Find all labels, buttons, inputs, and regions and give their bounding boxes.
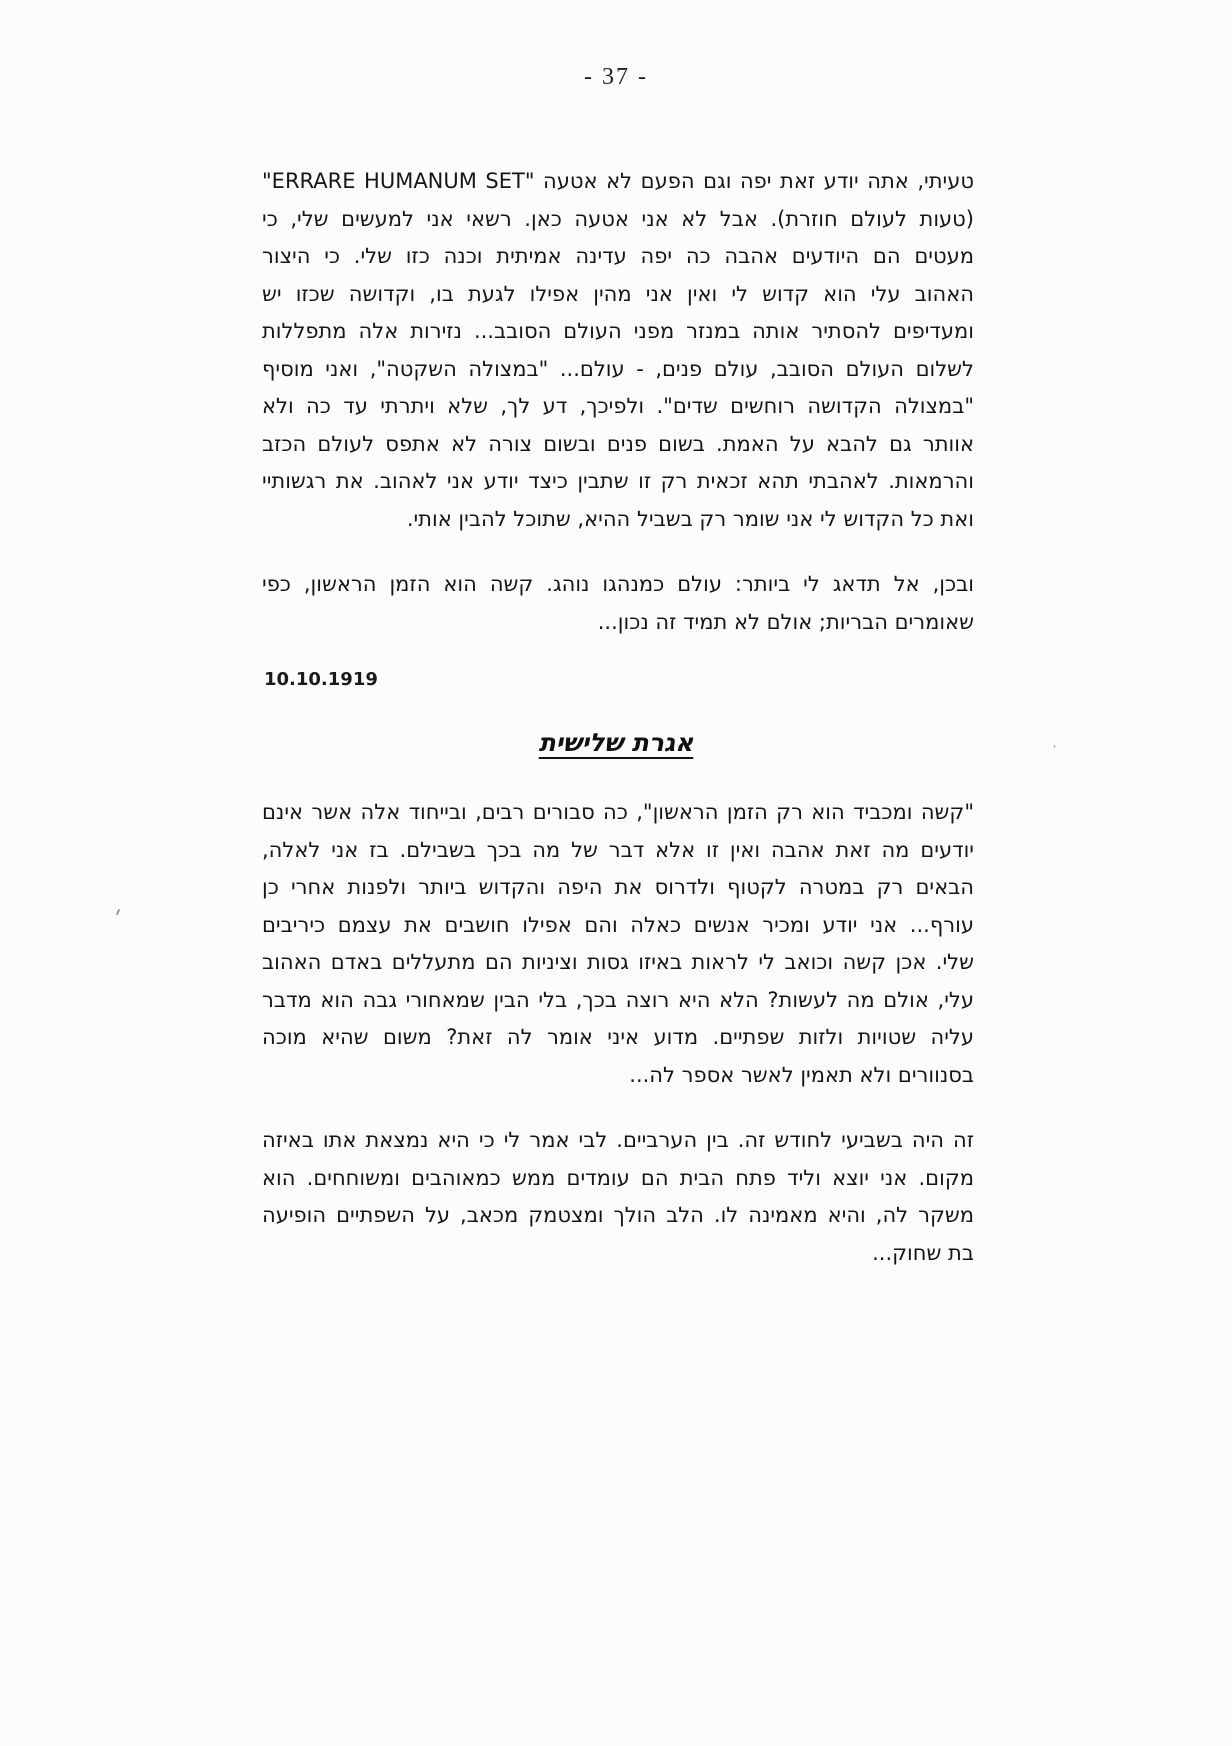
paragraph-1-line-7: "במצולה הקדושה רוחשים שדים". ולפיכך, דע לך, שלא ויתרתי עד כה ולא [262, 394, 974, 418]
paragraph-2-line-2: שאומרים הבריות; אולם לא תמיד זה נכון... [597, 609, 974, 634]
paragraph-3-line-1: "קשה ומכביד הוא רק הזמן הראשון", כה סבורים רבים, ובייחוד אלה אשר אינם [262, 800, 974, 824]
paragraph-4-line-2: מקום. אני יוצא וליד פתח הבית הם עומדים ממש כמאוהבים ומשוחחים. הוא [262, 1165, 974, 1190]
paragraph-3-line-3: הבאים רק במטרה לקטוף ולדרוס את היפה והקדוש ביותר ולפנות אחרי כן [262, 875, 974, 899]
paragraph-1-line-3: מעטים הם היודעים אהבה כה יפה עדינה אמיתית וכנה כזו שלי. כי היצור [262, 244, 974, 268]
paragraph-3-line-2: יודעים מה זאת אהבה ואין זו אלא דבר של מה בכך בשבילם. בז אני לאלה, [262, 837, 974, 862]
paragraph-2-line-1: ובכן, אל תדאג לי ביותר: עולם כמנהגו נוהג. קשה הוא הזמן הראשון, כפי [262, 572, 974, 596]
paragraph-3-line-6: עלי, אולם מה לעשות? הלא היא רוצה בכך, בלי הבין שמאחורי גבה הוא מדבר [262, 987, 974, 1012]
paragraph-1-line-10: ואת כל הקדוש לי אני שומר רק בשביל ההיא, שתוכל להבין אותי. [406, 506, 974, 531]
paragraph-3 [262, 794, 974, 1094]
paragraph-3-line-4: עורף... אני יודע ומכיר אנשים כאלה והם אפילו חושבים את עצמם כיריבים [262, 912, 974, 937]
paragraph-4 [262, 1122, 974, 1272]
paragraph-4-line-4: בת שחוק... [872, 1240, 974, 1265]
paragraph-3-line-7: עליה שטויות ולזות שפתיים. מדוע איני אומר לה זאת? משום שהיא מוכה [262, 1025, 974, 1049]
paragraph-3-line-5: שלי. אכן קשה וכואב לי לראות באיזו גסות וציניות הם מתעללים באדם האהוב [262, 950, 974, 974]
paragraph-1 [262, 163, 974, 538]
paragraph-4-line-3: משקר לה, והיא מאמינה לו. הלב הולך ומצטמק מכאב, על השפתיים הופיעה [262, 1203, 974, 1227]
paragraph-1-line-1: טעיתי, אתה יודע זאת יפה וגם הפעם לא אטעה "ERRARE HUMANUM SET" [262, 169, 974, 193]
page-number: - 37 - [584, 64, 648, 90]
paragraph-1-line-2: (טעות לעולם חוזרת). אבל לא אני אטעה כאן. רשאי אני למעשים שלי, כי [262, 206, 974, 231]
paragraph-3-line-8: בסנוורים ולא תאמין לאשר אספר לה... [629, 1062, 974, 1087]
paragraph-1-line-5: ומעדיפים להסתיר אותה במנזר מפני העולם הסובב... נזירות אלה מתפללות [262, 319, 974, 343]
paragraph-1-line-9: והרמאות. לאהבתי תהא זכאית רק זו שתבין כיצד יודע אני לאהוב. את רגשותיי [262, 469, 974, 493]
section-title: אגרת שלישית [538, 728, 694, 757]
paragraph-2 [262, 566, 974, 641]
scan-speck [116, 909, 120, 915]
paragraph-4-line-1: זה היה בשביעי לחודש זה. בין הערביים. לבי אמר לי כי היא נמצאת אתו באיזה [262, 1128, 974, 1152]
paragraph-1-line-8: אוותר גם להבא על האמת. בשום פנים ובשום צורה לא אתפס לעולם הכזב [262, 431, 974, 456]
paragraph-1-line-6: לשלום העולם הסובב, עולם פנים, - עולם... "במצולה השקטה", ואני מוסיף [262, 356, 974, 381]
paragraph-1-line-4: האהוב עלי הוא קדוש לי ואין אני מהין אפילו לגעת בו, וקדושה שכזו יש [262, 281, 974, 306]
letter-date: 10.10.1919 [264, 669, 378, 690]
